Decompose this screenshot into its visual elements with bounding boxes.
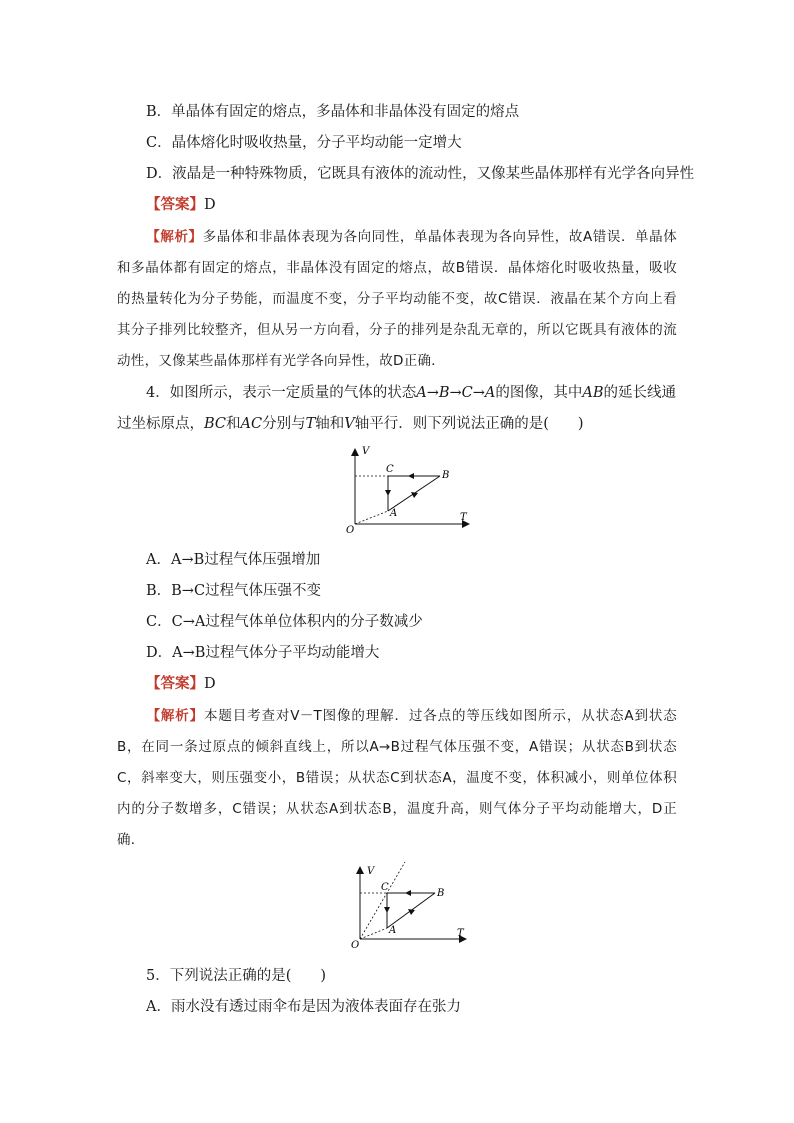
option-4a: A．A→B过程气体压强增加: [146, 552, 321, 568]
point-c-label: C: [386, 464, 394, 475]
axis-t-label: T: [457, 928, 464, 939]
question-text: 如图所示，表示一定质量的气体的状态: [169, 385, 417, 401]
analysis-tag: 【解析】: [146, 708, 205, 724]
point-a-label: A: [389, 925, 397, 936]
axis-t: T: [305, 416, 316, 432]
option-4c: C．C→A过程气体单位体积内的分子数减少: [146, 614, 423, 630]
question-text: 的延长线通过坐标原点，: [117, 385, 677, 432]
analysis-text: 多晶体和非晶体表现为各向同性，单晶体表现为各向异性，故A错误．单晶体和多晶体都有固定的熔点，非晶体没有固定的熔点，故B错误．晶体熔化时吸收热量，吸收的热量转化为分子势能，而温度不变，分子平均动能不变，故C错误．液晶在某个方向上看其分子排列比较整齐，但从另一方向看，分子的排列是杂乱无章的，所以它既具有液体的流动性，又像某些晶体那样有光学各向异性，故D正确．: [117, 229, 678, 369]
axis-t-label: T: [460, 512, 467, 523]
axis-v-label: V: [367, 866, 375, 877]
point-b-label: B: [442, 470, 450, 481]
question-text: 和: [226, 416, 241, 432]
state-sequence: A→B→C→A: [416, 385, 496, 401]
option-4d: D．A→B过程气体分子平均动能增大: [146, 645, 380, 661]
answer-3: [146, 195, 216, 215]
segment-bc: BC: [204, 416, 227, 432]
option-d-prev: D．液晶是一种特殊物质，它既具有液体的流动性，又像某些晶体那样有光学各向异性: [146, 166, 695, 182]
analysis-tag: 【解析】: [146, 229, 203, 245]
question-number: 4．: [146, 385, 170, 401]
point-b-label: B: [437, 888, 445, 899]
segment-ab: AB: [582, 385, 604, 401]
question-4: [117, 378, 677, 440]
point-a-label: A: [390, 508, 398, 519]
vt-diagram-2: [345, 860, 475, 955]
analysis-3: [117, 222, 677, 377]
question-text: 分别与: [262, 416, 306, 432]
option-5a: A．雨水没有透过雨伞布是因为液体表面存在张力: [146, 999, 461, 1015]
origin-label: O: [351, 940, 360, 951]
answer-value: D: [204, 197, 216, 213]
origin-label: O: [346, 525, 355, 535]
option-4b: B．B→C过程气体压强不变: [146, 583, 322, 599]
answer-4: [146, 674, 216, 694]
answer-value: D: [204, 676, 216, 692]
question-text: 轴平行．则下列说法正确的是( ): [354, 416, 584, 432]
vt-diagram-1: [340, 445, 480, 535]
option-b-prev: B．单晶体有固定的熔点，多晶体和非晶体没有固定的熔点: [146, 104, 520, 120]
answer-tag: 【答案】: [146, 675, 204, 692]
analysis-text: 本题目考查对V－T图像的理解．过各点的等压线如图所示，从状态A到状态B，在同一条过原点的倾斜直线上，所以A→B过程气体压强不变，A错误；从状态B到状态C，斜率变大，则压强变小，B错误；从状态C到状态A，温度不变，体积减小，则单位体积内的分子数增多，C错误；从状态A到状态B，温度升高，则气体分子平均动能增大，D正确．: [117, 708, 677, 848]
point-c-label: C: [381, 882, 389, 893]
axis-v: V: [344, 416, 355, 432]
question-text: 轴和: [315, 416, 345, 432]
answer-tag: 【答案】: [146, 196, 204, 213]
axis-v-label: V: [362, 446, 370, 457]
question-5: 5．下列说法正确的是( ): [146, 968, 327, 984]
segment-ac: AC: [240, 416, 263, 432]
question-text: 的图像，其中: [495, 385, 583, 401]
option-c-prev: C．晶体熔化时吸收热量，分子平均动能一定增大: [146, 135, 462, 151]
analysis-4: [117, 701, 677, 856]
